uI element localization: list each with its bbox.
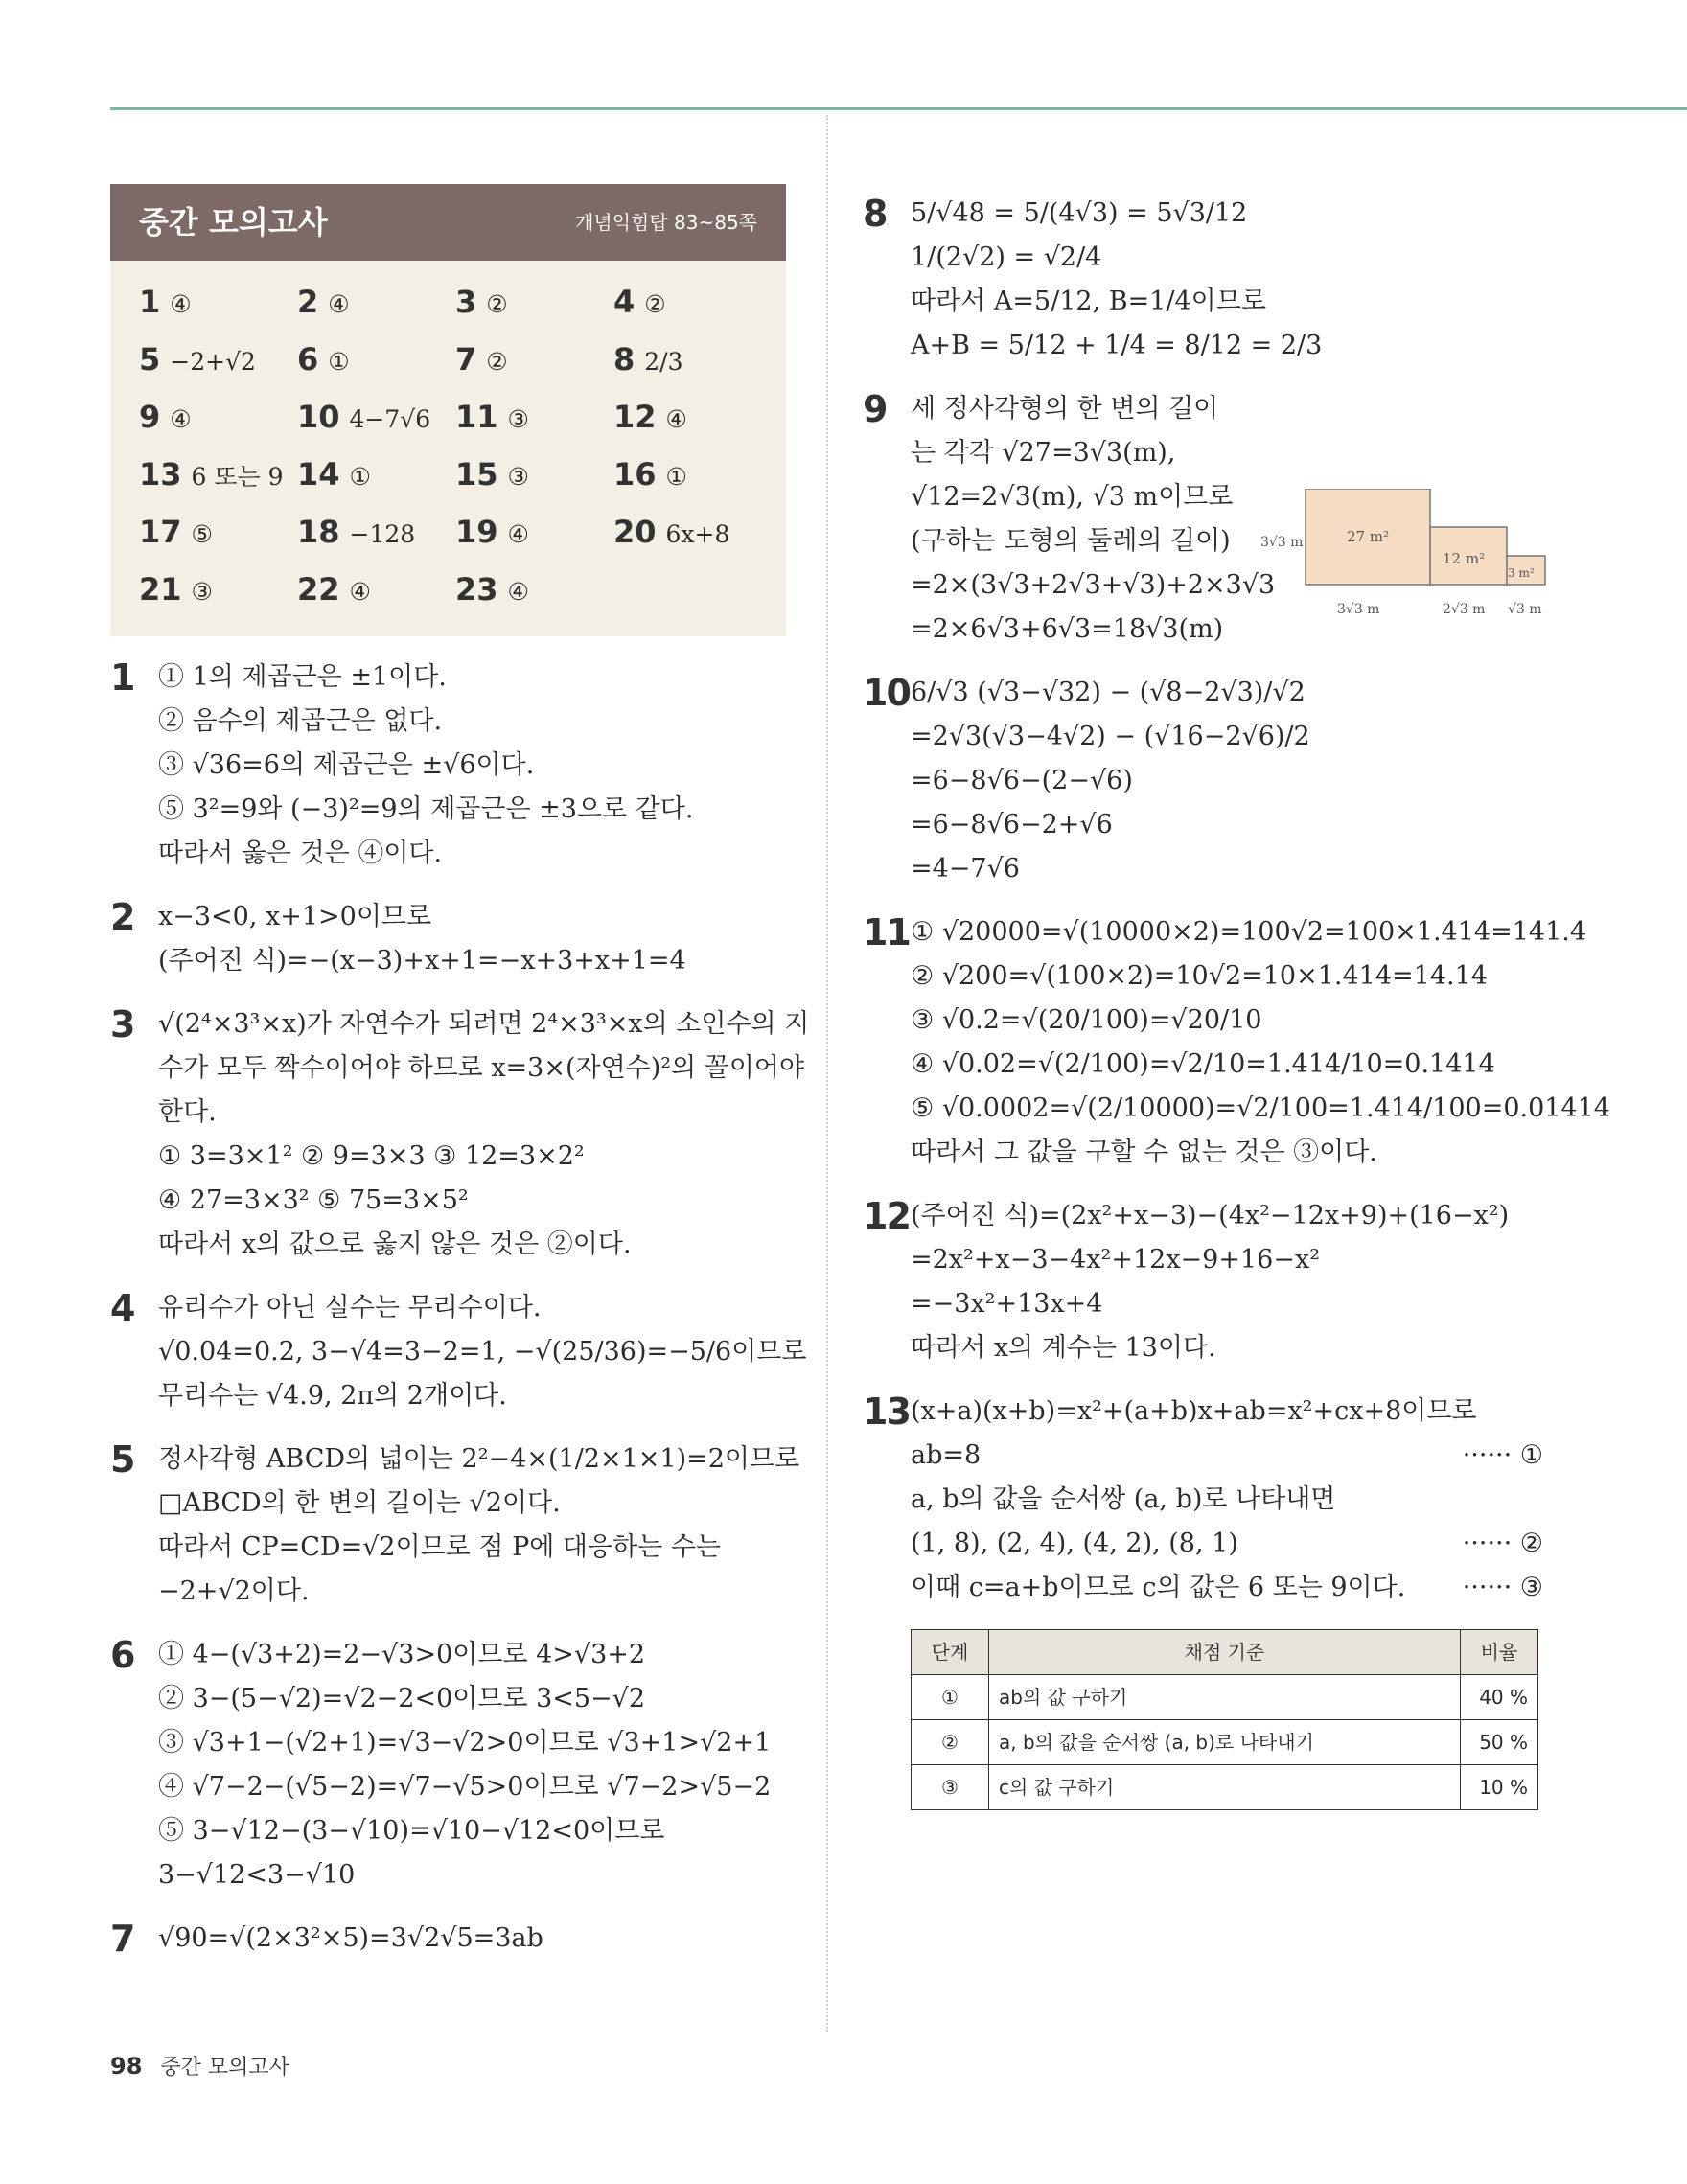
solution-text: a, b의 값을 순서쌍 (a, b)로 나타내면 — [911, 1484, 1336, 1514]
solution-line — [911, 324, 1543, 368]
solution-text: ⑤ 3−√12−(3−√10)=√10−√12<0이므로 — [158, 1816, 665, 1846]
side-bottom-small: √3 m — [1508, 602, 1542, 617]
solution-text: 수가 모두 짝수이어야 하므로 x=3×(자연수)²의 꼴이어야 — [158, 1053, 805, 1083]
answer-number: 21 — [139, 571, 182, 608]
solution-line — [158, 1570, 799, 1614]
problem-number: 1 — [110, 656, 136, 699]
answer-item — [297, 337, 455, 389]
answer-number: 3 — [455, 284, 477, 320]
answer-item — [139, 567, 297, 619]
answer-number: 15 — [455, 456, 498, 493]
solution-line — [158, 1002, 809, 1046]
solution-text: =4−7√6 — [911, 854, 1020, 884]
solution-11 — [863, 910, 1610, 1175]
answer-item — [139, 337, 297, 389]
solution-line — [911, 954, 1610, 999]
solution-body — [911, 671, 1543, 891]
answer-value: 6x+8 — [665, 520, 730, 548]
solution-text: 따라서 A=5/12, B=1/4이므로 — [911, 287, 1266, 316]
solution-text: 1/(2√2) = √2/4 — [911, 242, 1102, 272]
solution-line — [911, 1326, 1543, 1370]
side-left: 3√3 m — [1260, 535, 1304, 550]
rubric-cell: 10 % — [1461, 1765, 1538, 1810]
solution-body — [911, 1390, 1543, 1610]
solution-line — [158, 1091, 809, 1135]
left-column — [110, 184, 810, 1961]
solution-text: 는 각각 √27=3√3(m), — [911, 438, 1176, 468]
solution-12 — [863, 1194, 1543, 1370]
problem-number: 13 — [863, 1391, 910, 1433]
answer-number: 11 — [455, 399, 498, 435]
solution-line — [158, 655, 786, 700]
solution-body — [158, 1917, 786, 1961]
solution-text: ab=8 — [911, 1440, 982, 1470]
solution-6 — [110, 1633, 786, 1897]
solution-text: ⑤ √0.0002=√(2/10000)=√2/100=1.414/100=0.01414 — [911, 1093, 1610, 1123]
solution-text: 따라서 x의 값으로 옳지 않은 것은 ②이다. — [158, 1230, 632, 1259]
answer-value: ④ — [665, 405, 687, 433]
solution-line — [158, 1286, 806, 1330]
solution-text: =6−8√6−(2−√6) — [911, 766, 1133, 795]
problem-number: 4 — [110, 1287, 136, 1329]
solution-text: 따라서 x의 계수는 13이다. — [911, 1333, 1216, 1363]
solution-text: □ABCD의 한 변의 길이는 √2이다. — [158, 1488, 561, 1518]
answer-item — [139, 280, 297, 332]
answer-number: 2 — [297, 284, 319, 320]
solution-body — [158, 1437, 799, 1614]
answer-value: 6 또는 9 — [191, 463, 284, 491]
solution-text: ③ √0.2=√(20/100)=√20/10 — [911, 1005, 1262, 1035]
solution-text: ② 3−(5−√2)=√2−2<0이므로 3<5−√2 — [158, 1684, 646, 1713]
solution-line — [158, 1437, 799, 1482]
solution-text: 따라서 CP=CD=√2이므로 점 P에 대응하는 수는 — [158, 1532, 721, 1562]
reference-note: 개념익힘탑 83~85쪽 — [575, 211, 757, 234]
solution-line — [911, 1131, 1610, 1175]
problem-number: 8 — [863, 193, 889, 235]
solution-body — [911, 910, 1610, 1175]
solution-line — [158, 895, 786, 939]
answer-value: ④ — [328, 290, 350, 318]
problem-number: 12 — [863, 1195, 910, 1237]
answer-item — [297, 567, 455, 619]
answer-item — [297, 452, 455, 504]
solution-8 — [863, 192, 1543, 368]
answer-item — [455, 452, 613, 504]
solution-line — [158, 700, 786, 744]
solution-text: (x+a)(x+b)=x²+(a+b)x+ab=x²+cx+8이므로 — [911, 1396, 1477, 1426]
solution-line — [158, 1135, 809, 1179]
solution-line — [911, 847, 1543, 891]
answer-item — [455, 280, 613, 332]
solution-line — [158, 1633, 786, 1677]
problem-number: 11 — [863, 911, 910, 954]
answer-value: ① — [328, 348, 350, 376]
solution-line — [911, 192, 1543, 236]
solution-body — [158, 895, 786, 983]
solution-text: ① 4−(√3+2)=2−√3>0이므로 4>√3+2 — [158, 1640, 646, 1669]
solution-line — [911, 1390, 1543, 1434]
problem-number: 3 — [110, 1003, 136, 1046]
solution-text: ① 1의 제곱근은 ±1이다. — [158, 662, 447, 692]
solution-line — [158, 1526, 799, 1570]
solution-text: =−3x²+13x+4 — [911, 1289, 1103, 1319]
rubric-row — [912, 1765, 1538, 1810]
rubric-cell: ① — [912, 1675, 989, 1720]
answer-item — [455, 337, 613, 389]
solution-line — [911, 387, 1543, 431]
solution-line — [158, 1809, 786, 1853]
solution-line — [911, 1522, 1543, 1566]
solution-text: 6/√3 (√3−√32) − (√8−2√3)/√2 — [911, 678, 1306, 707]
answer-number: 12 — [613, 399, 657, 435]
solution-line — [911, 1566, 1543, 1610]
answer-value: ③ — [507, 463, 529, 491]
solution-line — [158, 1677, 786, 1721]
answer-item — [139, 395, 297, 447]
solution-line — [911, 1434, 1543, 1478]
answer-value: ② — [644, 290, 666, 318]
right-solutions — [863, 192, 1610, 1610]
solution-text: =2x²+x−3−4x²+12x−9+16−x² — [911, 1245, 1321, 1275]
solution-line — [158, 1330, 806, 1374]
solution-line — [158, 1917, 786, 1961]
solution-text: (구하는 도형의 둘레의 길이) — [911, 526, 1231, 556]
problem-number: 10 — [863, 672, 910, 714]
answer-value: 4−7√6 — [349, 405, 431, 433]
rubric-cell: c의 값 구하기 — [989, 1765, 1461, 1810]
solution-4 — [110, 1286, 807, 1418]
solution-text: (1, 8), (2, 4), (4, 2), (8, 1) — [911, 1529, 1238, 1558]
answer-value: −128 — [349, 520, 416, 548]
solution-line — [158, 744, 786, 788]
solution-line — [911, 236, 1543, 280]
answer-number: 8 — [613, 341, 636, 378]
solution-text: =2×(3√3+2√3+√3)+2×3√3 — [911, 570, 1276, 600]
answer-number: 5 — [139, 341, 161, 378]
answer-value: ① — [665, 463, 687, 491]
answer-number: 14 — [297, 456, 340, 493]
solution-text: ① 3=3×1² ② 9=3×3 ③ 12=3×2² — [158, 1141, 585, 1171]
answer-number: 20 — [613, 514, 657, 550]
solution-body — [158, 1002, 809, 1267]
solution-line — [158, 1046, 809, 1091]
area-large: 27 m² — [1347, 528, 1390, 545]
rubric-row — [912, 1720, 1538, 1765]
problem-number: 2 — [110, 896, 136, 938]
solution-line — [911, 431, 1543, 475]
solution-text: =6−8√6−2+√6 — [911, 810, 1113, 839]
answer-item — [613, 395, 772, 447]
answer-value: ④ — [507, 520, 529, 548]
solution-text: =2√3(√3−4√2) − (√16−2√6)/2 — [911, 722, 1310, 751]
answer-number: 7 — [455, 341, 477, 378]
solution-body — [158, 655, 786, 876]
solution-3 — [110, 1002, 810, 1267]
answer-number: 19 — [455, 514, 498, 550]
answer-value: ① — [349, 463, 371, 491]
solution-text: A+B = 5/12 + 1/4 = 8/12 = 2/3 — [911, 331, 1323, 360]
step-tag: ······ ① — [1462, 1440, 1543, 1470]
rubric-cell: a, b의 값을 순서쌍 (a, b)로 나타내기 — [989, 1720, 1461, 1765]
answer-item — [139, 510, 297, 562]
solution-text: 한다. — [158, 1097, 217, 1127]
page-title: 중간 모의고사 — [139, 204, 328, 241]
solution-body — [911, 1194, 1543, 1370]
solution-line — [911, 1478, 1543, 1522]
solution-line — [158, 1374, 806, 1418]
answer-value: ④ — [170, 290, 192, 318]
answer-number: 13 — [139, 456, 182, 493]
solution-line — [911, 1194, 1543, 1238]
solution-line — [911, 910, 1610, 954]
rubric-row — [912, 1675, 1538, 1720]
answer-value: ④ — [349, 578, 371, 606]
solution-line — [158, 788, 786, 832]
solution-line — [911, 1282, 1543, 1326]
step-tag: ······ ③ — [1462, 1573, 1543, 1602]
solution-line — [158, 1482, 799, 1526]
answer-item — [297, 510, 455, 562]
rubric-header: 비율 — [1461, 1630, 1538, 1675]
problem-number: 6 — [110, 1634, 136, 1676]
answer-item — [455, 567, 613, 619]
step-tag: ······ ② — [1462, 1529, 1543, 1558]
answer-value: ③ — [191, 578, 213, 606]
solution-5 — [110, 1437, 800, 1614]
area-medium: 12 m² — [1443, 550, 1486, 567]
solution-text: √12=2√3(m), √3 m이므로 — [911, 482, 1234, 512]
solution-1 — [110, 655, 786, 876]
solution-text: ⑤ 3²=9와 (−3)²=9의 제곱근은 ±3으로 같다. — [158, 794, 694, 824]
right-column — [863, 172, 1610, 1810]
solution-text: 따라서 그 값을 구할 수 없는 것은 ③이다. — [911, 1138, 1377, 1167]
answer-item — [613, 280, 772, 332]
problem-number: 5 — [110, 1438, 136, 1481]
answer-number: 4 — [613, 284, 636, 320]
rubric-cell: 50 % — [1461, 1720, 1538, 1765]
solution-line — [158, 832, 786, 876]
solution-line — [158, 1853, 786, 1897]
solution-line — [158, 1223, 809, 1267]
page-number: 98 — [110, 2053, 143, 2080]
solution-text: ① √20000=√(10000×2)=100√2=100×1.414=141.4 — [911, 917, 1587, 947]
solution-text: 정사각형 ABCD의 넓이는 2²−4×(1/2×1×1)=2이므로 — [158, 1444, 800, 1474]
solution-line — [911, 803, 1543, 847]
answer-value: ⑤ — [191, 520, 213, 548]
answer-number: 18 — [297, 514, 340, 550]
solution-body — [158, 1286, 806, 1418]
side-bottom-large: 3√3 m — [1337, 602, 1380, 617]
rubric-cell: ab의 값 구하기 — [989, 1675, 1461, 1720]
answer-number: 22 — [297, 571, 340, 608]
answer-number: 1 — [139, 284, 161, 320]
answer-item — [455, 395, 613, 447]
rubric-header: 채점 기준 — [989, 1630, 1461, 1675]
solution-line — [911, 759, 1543, 803]
solution-text: 5/√48 = 5/(4√3) = 5√3/12 — [911, 198, 1248, 228]
answer-number: 17 — [139, 514, 182, 550]
solution-line — [911, 1087, 1610, 1131]
squares-figure — [1260, 489, 1553, 632]
solution-line — [911, 715, 1543, 759]
solution-text: 3−√12<3−√10 — [158, 1860, 356, 1890]
solution-body — [911, 192, 1543, 368]
solution-text: √(2⁴×3³×x)가 자연수가 되려면 2⁴×3³×x의 소인수의 지 — [158, 1009, 810, 1039]
solution-text: ④ √7−2−(√5−2)=√7−√5>0이므로 √7−2>√5−2 — [158, 1772, 772, 1802]
solution-line — [911, 280, 1543, 324]
solution-line — [158, 939, 786, 983]
rubric-cell: ③ — [912, 1765, 989, 1810]
rubric-header: 단계 — [912, 1630, 989, 1675]
footer-title: 중간 모의고사 — [160, 2056, 289, 2080]
answer-item — [297, 395, 455, 447]
solution-line — [911, 671, 1543, 715]
answer-value: ② — [486, 290, 508, 318]
solution-text: (주어진 식)=−(x−3)+x+1=−x+3+x+1=4 — [158, 946, 686, 976]
solution-line — [158, 1765, 786, 1809]
answer-grid — [110, 261, 786, 636]
solution-text: ③ √3+1−(√2+1)=√3−√2>0이므로 √3+1>√2+1 — [158, 1728, 772, 1758]
answer-value: ④ — [170, 405, 192, 433]
answer-header — [110, 184, 786, 261]
solution-line — [158, 1721, 786, 1765]
solution-text: 따라서 옳은 것은 ④이다. — [158, 839, 443, 868]
top-rule — [110, 107, 1687, 110]
page-footer — [110, 2051, 289, 2081]
solution-text: ④ √0.02=√(2/100)=√2/10=1.414/10=0.1414 — [911, 1049, 1495, 1079]
answer-number: 10 — [297, 399, 340, 435]
answer-number: 23 — [455, 571, 498, 608]
rubric-cell: ② — [912, 1720, 989, 1765]
solution-10 — [863, 671, 1543, 891]
answer-value: 2/3 — [644, 348, 683, 376]
solution-text: (주어진 식)=(2x²+x−3)−(4x²−12x+9)+(16−x²) — [911, 1201, 1510, 1230]
answer-item — [455, 510, 613, 562]
solution-line — [158, 1179, 809, 1223]
solution-text: ② 음수의 제곱근은 없다. — [158, 706, 443, 736]
solution-text: x−3<0, x+1>0이므로 — [158, 902, 432, 931]
solution-text: =2×6√3+6√3=18√3(m) — [911, 614, 1224, 644]
answer-value: −2+√2 — [170, 348, 256, 376]
solution-line — [911, 1238, 1543, 1282]
area-small: 3 m² — [1508, 566, 1535, 580]
solution-text: ③ √36=6의 제곱근은 ±√6이다. — [158, 750, 535, 780]
column-divider — [826, 115, 828, 2032]
solution-7 — [110, 1917, 786, 1961]
problem-number: 7 — [110, 1918, 136, 1960]
answer-value: ④ — [507, 578, 529, 606]
rubric-cell: 40 % — [1461, 1675, 1538, 1720]
solution-text: ④ 27=3×3² ⑤ 75=3×5² — [158, 1185, 469, 1215]
solution-text: √90=√(2×3²×5)=3√2√5=3ab — [158, 1923, 543, 1953]
side-bottom-medium: 2√3 m — [1443, 602, 1486, 617]
solution-text: 유리수가 아닌 실수는 무리수이다. — [158, 1293, 542, 1322]
solution-text: ② √200=√(100×2)=10√2=10×1.414=14.14 — [911, 961, 1488, 991]
solution-text: −2+√2이다. — [158, 1576, 310, 1606]
solution-2 — [110, 895, 786, 983]
answer-item — [297, 280, 455, 332]
answer-item — [613, 337, 772, 389]
answer-value: ③ — [507, 405, 529, 433]
solution-line — [911, 1043, 1610, 1087]
answer-number: 6 — [297, 341, 319, 378]
solution-text: 세 정사각형의 한 변의 길이 — [911, 394, 1219, 424]
solution-body — [158, 1633, 786, 1897]
solution-text: 무리수는 √4.9, 2π의 2개이다. — [158, 1381, 507, 1411]
rubric-table — [911, 1629, 1538, 1810]
answer-number: 16 — [613, 456, 657, 493]
answer-value: ② — [486, 348, 508, 376]
solution-line — [911, 999, 1610, 1043]
solution-13 — [863, 1390, 1543, 1610]
solution-text: 이때 c=a+b이므로 c의 값은 6 또는 9이다. — [911, 1573, 1406, 1602]
answer-item — [613, 452, 772, 504]
answer-item — [139, 452, 297, 504]
answer-number: 9 — [139, 399, 161, 435]
problem-number: 9 — [863, 388, 889, 430]
solution-text: √0.04=0.2, 3−√4=3−2=1, −√(25/36)=−5/6이므로 — [158, 1337, 807, 1367]
left-solutions — [110, 655, 810, 1961]
answer-item — [613, 510, 772, 562]
